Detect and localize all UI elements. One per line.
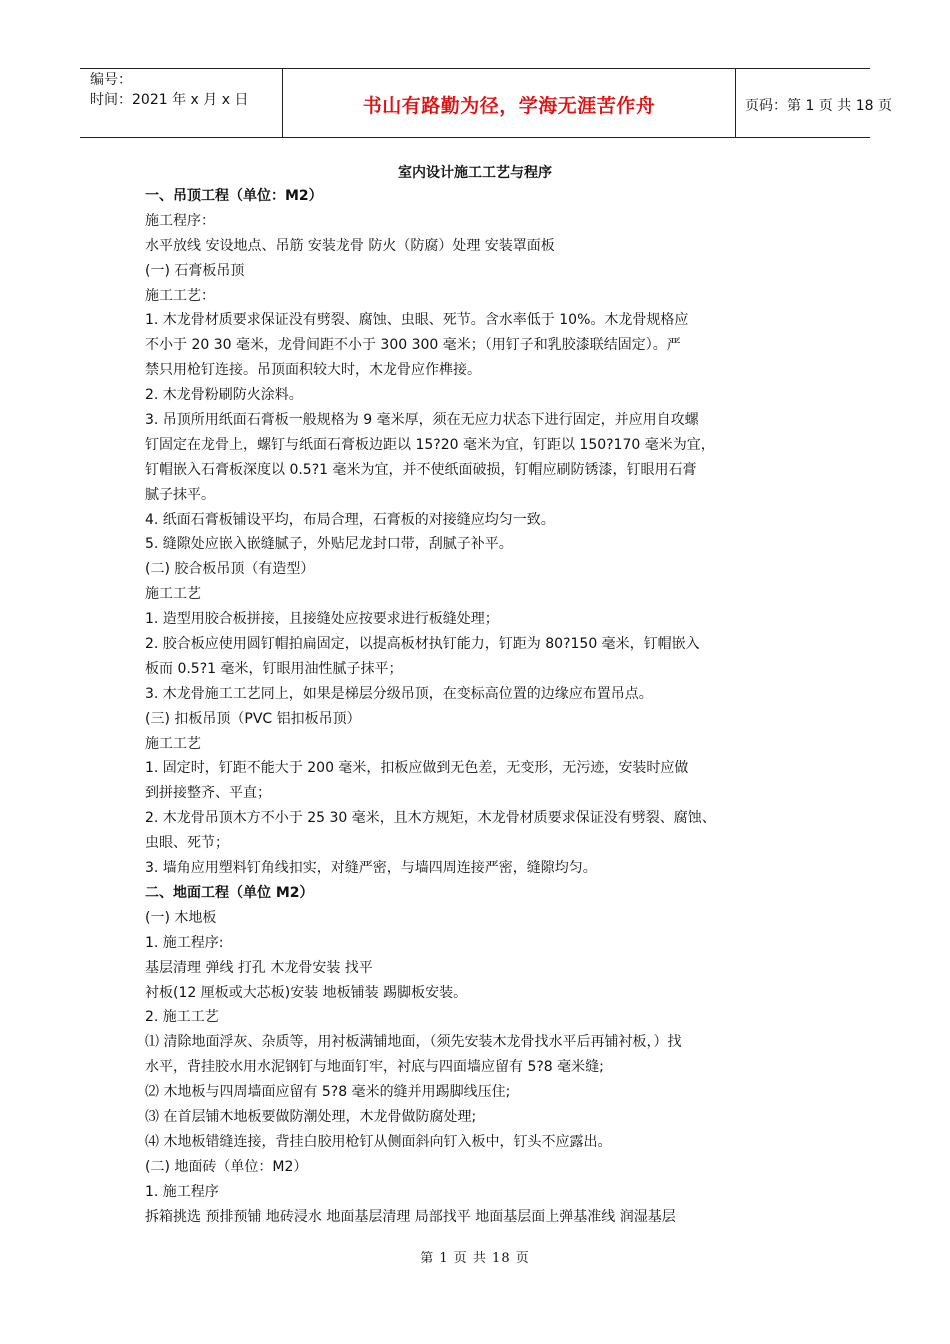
header-page-cell: [735, 69, 892, 137]
body-line: 1. 施工程序: [145, 1183, 219, 1200]
body-line: 水平，背挂胶水用水泥钢钉与地面钉牢，衬底与四面墙应留有 5?8 毫米缝;: [145, 1059, 604, 1076]
body-line: (一) 木地板: [145, 909, 217, 926]
section-heading: 二、地面工程（单位 M2）: [145, 884, 314, 901]
body-line: ⑷ 木地板错缝连接，背挂白胶用枪钉从侧面斜向钉入板中，钉头不应露出。: [145, 1133, 612, 1150]
document-body: [145, 184, 825, 1229]
body-line: 1. 施工程序:: [145, 934, 224, 951]
body-line: 4. 纸面石膏板铺设平均，布局合理，石膏板的对接缝应均匀一致。: [145, 511, 555, 528]
document-title: 室内设计施工工艺与程序: [398, 165, 552, 181]
body-line: 2. 施工工艺: [145, 1009, 219, 1026]
body-line: 1. 固定时，钉距不能大于 200 毫米，扣板应做到无色差，无变形，无污迹，安装时应做: [145, 760, 689, 777]
body-line: 到拼接整齐、平直；: [145, 785, 271, 802]
body-line: ⑴ 清除地面浮灰、杂质等，用衬板满铺地面，（须先安装木龙骨找水平后再铺衬板，）找: [145, 1034, 682, 1051]
body-line: ⑶ 在首层铺木地板要做防潮处理，木龙骨做防腐处理;: [145, 1108, 477, 1125]
body-line: (二) 地面砖（单位：M2）: [145, 1158, 308, 1175]
body-line: 施工程序：: [145, 212, 215, 229]
body-line: 1. 造型用胶合板拼接，且接缝处应按要求进行板缝处理；: [145, 611, 499, 628]
section-heading: 一、吊顶工程（单位：M2）: [145, 188, 323, 204]
body-line: 板而 0.5?1 毫米，钉眼用油性腻子抹平；: [145, 660, 403, 677]
body-line: 衬板(12 厘板或大芯板)安装 地板铺装 踢脚板安装。: [145, 984, 468, 1001]
body-line: 2. 木龙骨吊顶木方不小于 25 30 毫米，且木方规矩，木龙骨材质要求保证没有劈裂、腐蚀、: [145, 810, 716, 827]
number-label: 编号：: [90, 72, 132, 88]
body-line: 施工工艺：: [145, 287, 215, 304]
body-line: 3. 吊顶所用纸面石膏板一般规格为 9 毫米厚，须在无应力状态下进行固定，并应用自攻螺: [145, 412, 699, 429]
body-line: 腻子抹平。: [145, 486, 215, 503]
body-line: 施工工艺: [145, 735, 201, 752]
body-line: 不小于 20 30 毫米，龙骨间距不小于 300 300 毫米；（用钉子和乳胶漆联结固定）。严: [145, 337, 681, 354]
body-line: 3. 墙角应用塑料钉角线扣实，对缝严密，与墙四周连接严密，缝隙均匀。: [145, 860, 597, 877]
body-line: 基层清理 弹线 打孔 木龙骨安装 找平: [145, 959, 373, 976]
page-info: 页码：第 1 页 共 18 页: [745, 98, 892, 114]
time-label: 时间：2021 年 x 月 x 日: [90, 92, 249, 108]
document-header: [80, 68, 892, 138]
body-line: 施工工艺: [145, 586, 201, 603]
header-motto-cell: [282, 69, 736, 137]
body-line: 虫眼、死节；: [145, 835, 229, 852]
body-line: ⑵ 木地板与四周墙面应留有 5?8 毫米的缝并用踢脚线压住;: [145, 1084, 511, 1101]
body-line: 2. 胶合板应使用圆钉帽拍扁固定，以提高板材执钉能力，钉距为 80?150 毫米，钉帽嵌入: [145, 636, 700, 653]
header-info-cell: [80, 69, 282, 137]
body-line: 水平放线 安设地点、吊筋 安装龙骨 防火（防腐）处理 安装罩面板: [145, 237, 555, 254]
body-line: 5. 缝隙处应嵌入嵌缝腻子，外贴尼龙封口带，刮腻子补平。: [145, 536, 513, 553]
body-line: 钉帽嵌入石膏板深度以 0.5?1 毫米为宜，并不使纸面破损，钉帽应刷防锈漆，钉眼用石膏: [145, 461, 697, 478]
body-line: (三) 扣板吊顶（PVC 铝扣板吊顶）: [145, 710, 361, 727]
body-line: 钉固定在龙骨上，螺钉与纸面石膏板边距以 15?20 毫米为宜，钉距以 150?170 毫米为宜，: [145, 436, 715, 453]
motto-text: 书山有路勤为径，学海无涯苦作舟: [362, 95, 656, 117]
body-line: 1. 木龙骨材质要求保证没有劈裂、腐蚀、虫眼、死节。含水率低于 10%。木龙骨规格应: [145, 312, 689, 329]
body-line: 拆箱挑选 预排预铺 地砖浸水 地面基层清理 局部找平 地面基层面上弹基准线 润湿基层: [145, 1208, 676, 1225]
body-line: (一) 石膏板吊顶: [145, 262, 245, 279]
page-footer: 第 1 页 共 18 页: [420, 1251, 530, 1266]
body-line: 2. 木龙骨粉刷防火涂料。: [145, 387, 303, 404]
body-line: 3. 木龙骨施工工艺同上，如果是梯层分级吊顶，在变标高位置的边缘应布置吊点。: [145, 685, 653, 702]
body-line: 禁只用枪钉连接。吊顶面积较大时，木龙骨应作榫接。: [145, 362, 481, 379]
body-line: (二) 胶合板吊顶（有造型）: [145, 561, 315, 578]
